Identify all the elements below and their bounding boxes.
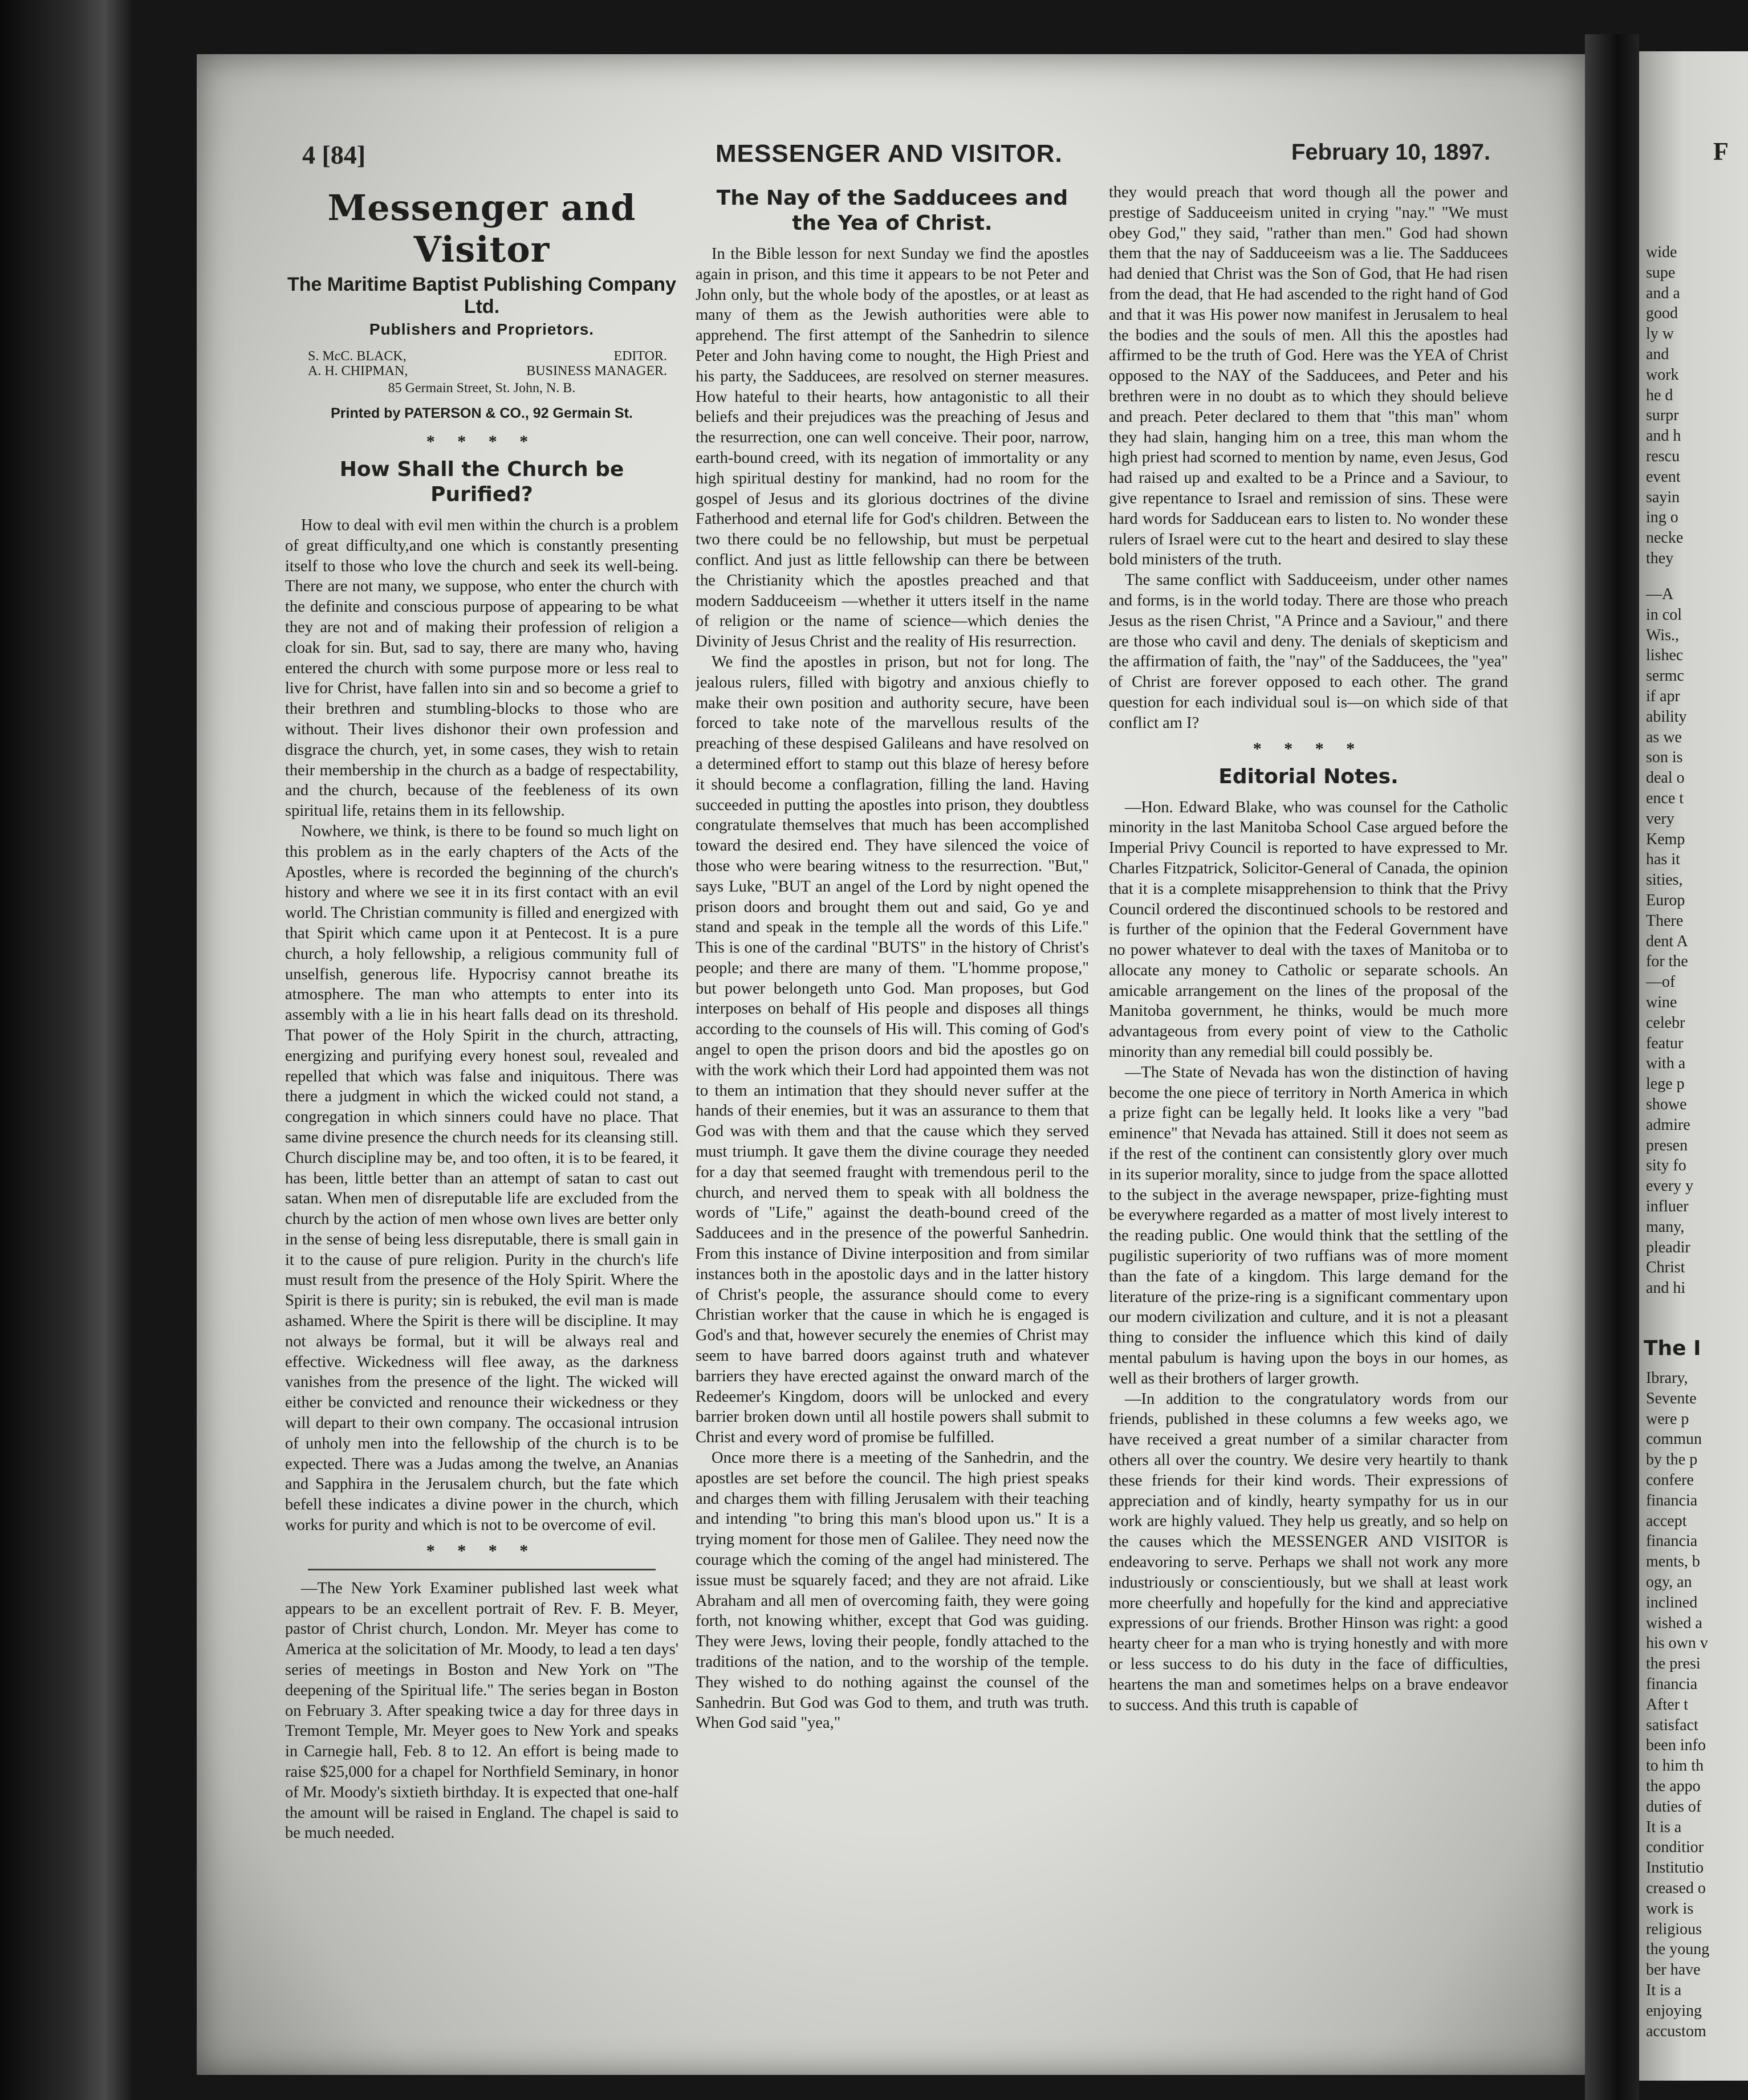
adjacent-page-line: ments, b <box>1646 1553 1700 1571</box>
adjacent-page-line: wide <box>1646 243 1677 261</box>
adjacent-page-line: the appo <box>1646 1777 1701 1795</box>
adjacent-page-line: sity fo <box>1646 1157 1686 1175</box>
adjacent-page-line: It is a <box>1646 1818 1682 1836</box>
adjacent-page-line: ence t <box>1646 789 1684 807</box>
adjacent-page-line: very <box>1646 809 1674 828</box>
article-paragraph: The same conflict with Sadduceeism, under other names and forms, is in the world today. There are those who preach Jesus as the risen Christ, "A Prince and a Saviour," and there are those who cavil and deny. The denials of skepticism and the affirmation of faith, the "nay" of the Sadducees, the "yea" of Christ are forever opposed to each other. The grand question for each individual soul is—on which side of that conflict am I? <box>1109 571 1508 732</box>
masthead-publishers: Publishers and Proprietors. <box>369 320 595 338</box>
adjacent-page-lines-bottom <box>1639 1368 1709 2041</box>
section-divider-stars: * * * * <box>426 432 538 451</box>
adjacent-page-line: Europ <box>1646 891 1685 909</box>
adjacent-page-line: surpr <box>1646 406 1679 425</box>
adjacent-page-line: pleadir <box>1646 1238 1690 1256</box>
masthead-address: 85 Germain Street, St. John, N. B. <box>388 381 576 396</box>
adjacent-page-line: work is <box>1646 1899 1694 1918</box>
adjacent-page-line: There <box>1646 911 1684 930</box>
adjacent-page-line: After t <box>1646 1695 1688 1714</box>
adjacent-page-line: they <box>1646 549 1674 567</box>
staff-role: EDITOR. <box>613 349 667 364</box>
adjacent-page-line: religious <box>1646 1920 1702 1938</box>
issue-date: February 10, 1897. <box>1291 140 1491 165</box>
adjacent-page-line: accept <box>1646 1512 1687 1530</box>
adjacent-page-line: as we <box>1646 728 1682 746</box>
masthead-title: Messenger and Visitor <box>327 187 636 270</box>
adjacent-page-line: if apr <box>1646 687 1680 705</box>
adjacent-page-line: work <box>1646 365 1679 384</box>
adjacent-page-line: every y <box>1646 1177 1694 1195</box>
scanner-left-edge <box>0 0 131 2100</box>
adjacent-page-line: the young <box>1646 1940 1710 1959</box>
adjacent-page-line: rescu <box>1646 447 1680 465</box>
article-paragraph: Nowhere, we think, is there to be found so much light on this problem as in the early chapters of the Acts of the Apostles, where is recorded the beginning of the church's history and where we see it in its first contact with an evil world. The Christian community is filled and energized with that Spirit which came upon it at Pentecost. It is a pure church, a holy fellowship, a religious community full of unselfish, generous life. Hypocrisy cannot breathe its atmosphere. The man who attempts to enter into its assembly with a lie in his heart falls dead on its threshold. That power of the Holy Spirit in the church, attracting, energizing and purifying every honest soul, revealed and repelled that which was false and iniquitous. There was there a judgment in which the wicked could not stand, a congregation in which sinners could have no place. That same divine presence the church needs for its cleansing still. Church discipline may be, and too often, it is to be feared, it has been, little better than an attempt of satan to cast out satan. When men of disreputable life are excluded from the church by the action of men whose own lives are better only in the sense of being less disreputable, there is small gain in it to the cause of pure religion. Purity in the church's life must result from the presence of the Holy Spirit. Where the Spirit is there is purity; sin is rebuked, the evil man is made ashamed. Where the Spirit is there will be discipline. It may not always be formal, but it will be always real and effective. Wickedness will flee away, as the darkness vanishes from the presence of the light. The wicked will either be convicted and renounce their wickedness or they will depart to their own company. The occasional intrusion of unholy men into the fellowship of the church is to be expected. There was a Judas among the twelve, an Ananias and Sapphira in the Jerusalem church, but the fate which befell these indicates a divine power in the church, which works for purity and which is not to be overcome of evil. <box>285 822 678 1535</box>
adjacent-page-line: commun <box>1646 1430 1702 1448</box>
adjacent-page-line: Sevente <box>1646 1389 1697 1407</box>
adjacent-page-fragment <box>1639 51 1748 2081</box>
adjacent-page-line: influer <box>1646 1197 1689 1215</box>
newspaper-page <box>197 54 1585 2075</box>
adjacent-page-line: presen <box>1646 1136 1688 1154</box>
adjacent-page-line: ber have <box>1646 1961 1701 1979</box>
adjacent-page-line: accustom <box>1646 2022 1706 2040</box>
adjacent-page-line: necke <box>1646 529 1684 547</box>
adjacent-page-line: and a <box>1646 284 1680 302</box>
staff-row-manager <box>285 364 678 379</box>
adjacent-page-line: admire <box>1646 1116 1690 1134</box>
adjacent-page-line: for the <box>1646 953 1688 971</box>
masthead-printer: Printed by PATERSON & CO., 92 Germain St. <box>331 405 633 421</box>
adjacent-page-header: F <box>1713 137 1729 165</box>
adjacent-page-line: featur <box>1646 1034 1684 1052</box>
adjacent-page-line: good <box>1646 304 1678 323</box>
book-gutter <box>1585 34 1639 2100</box>
adjacent-page-line: many, <box>1646 1218 1685 1236</box>
adjacent-page-line: Christ <box>1646 1259 1685 1277</box>
adjacent-page-line: sayin <box>1646 488 1680 506</box>
section-title-editorial: Editorial Notes. <box>1218 764 1399 788</box>
adjacent-page-line: celebr <box>1646 1014 1685 1032</box>
adjacent-page-line: ability <box>1646 707 1687 726</box>
editorial-note: —The State of Nevada has won the distinction of having become the one piece of territory in North America in which a prize fight can be legally held. It looks like a very "bad eminence" that Nevada has attained. Still it does not seem as if the rest of the continent can consistently glory over much in its superior morality, since to judge from the space allotted to the subject in the average newspaper, prize-fighting must be everywhere regarded as a matter of most lively interest to the reading public. One would think that the settling of the pugilistic superiority of two ruffians was of more moment than the fate of a kingdom. This large demand for the literature of the prize-ring is a significant commentary upon our modern civilization and culture, and it is not a pleasant thing to consider the influence which this kind of daily mental pabulum is having upon the boys in our homes, as well as their brothers of larger growth. <box>1109 1063 1508 1387</box>
adjacent-page-line: satisfact <box>1646 1716 1698 1734</box>
editorial-note: —Hon. Edward Blake, who was counsel for the Catholic minority in the last Manitoba School Case argued before the Imperial Privy Council is reported to have expressed to Mr. Charles Fitzpatrick, Solicitor-General of Canada, the opinion that it is a complete misapprehension to think that the Privy Council ordered the discontinued schools to be restored and is further of the opinion that the Federal Government have no power whatever to deal with the taxes of Manitoba or to allocate any money to Catholic or separate schools. An amicable arrangement on the lines of the proposal of the Manitoba government, he thinks, would be much more advantageous from every point of view to the Catholic minority than any remedial bill could possibly be. <box>1109 798 1508 1061</box>
adjacent-page-line: were p <box>1646 1410 1689 1428</box>
newspaper-running-title: MESSENGER AND VISITOR. <box>716 140 1063 168</box>
article-paragraph: How to deal with evil men within the church is a problem of great difficulty,and one which is constantly presenting itself to those who love the church and seek its well-being. There are not many, we suppose, who enter the church with the definite and conscious purpose of appearing to be what they are not and of making their profession of religion a cloak for sin. But, sad to say, there are many who, having entered the church with some purpose more or less real to live for Christ, have fallen into sin and so become a grief to their brethren and stumbling-blocks to those who are without. Their lives dishonor their own profession and disgrace the church, yet, in some cases, they wish to retain their membership in the church as a badge of respectability, and the church, because of the feebleness of its own spiritual life, retains them in its fellowship. <box>285 516 678 820</box>
adjacent-page-line: supe <box>1646 263 1676 282</box>
adjacent-page-line: financia <box>1646 1491 1698 1509</box>
article-paragraph: We find the apostles in prison, but not for long. The jealous rulers, filled with bigotry and anxious chiefly to make their own position and authority secure, have been forced to take note of the marvellous results of the preaching of these despised Galileans and have resolved on a determined effort to stamp out this blaze of heresy before it should become a conflagration, filling the land. Having succeeded in putting the apostles into prison, they doubtless congratulate themselves that much has been accomplished toward the desired end. They have silenced the voice of those who were bearing witness to the resurrection. "But," says Luke, "BUT an angel of the Lord by night opened the prison doors and brought them out and said, Go ye and stand and speak in the temple all the words of this Life." This is one of the cardinal "BUTS" in the history of Christ's people; and there are many of them. "L'homme propose," but power belongeth unto God. Man proposes, but God interposes on behalf of His people and disposes all things according to the counsels of His will. This coming of God's angel to open the prison doors and bid the apostles go on with the work which their Lord had appointed them was not to them an intimation that they should never suffer at the hands of their enemies, but it was an assurance to them that God was with them and that the cause which they served must triumph. It gave them the divine courage they needed for a day that seemed fraught with tremendous peril to the church, and nerved them to speak with all boldness the words of "Life," against the death-bound creed of the Sadducees and in the presence of the powerful Sanhedrin. From this instance of Divine interposition and from similar instances both in the apostolic days and in the latter history of Christ's people, the assurance should come to every Christian worker that the cause in which he is engaged is God's and that, however securely the enemies of Christ may seem to have barred doors against truth and whatever barriers they have erected against the onward march of the Redeemer's Kingdom, doors will be unlocked and every barrier broken down until all hostile powers shall submit to Christ and every word of promise be fulfilled. <box>696 653 1089 1447</box>
adjacent-page-line: lege p <box>1646 1075 1685 1093</box>
adjacent-page-line: event <box>1646 467 1681 486</box>
adjacent-page-line: lishec <box>1646 646 1684 665</box>
adjacent-page-line: —of <box>1646 973 1676 991</box>
divider-rule <box>308 1569 656 1570</box>
article-paragraph: Once more there is a meeting of the Sanhedrin, and the apostles are set before the council. The high priest speaks and charges them with filling Jerusalem with their teaching and intending "to bring this man's blood upon us." It is a trying moment for those men of Galilee. They need now the courage which the coming of the angel had ministered. The issue must be squarely faced; and they are not afraid. Like Abraham and all men of overcoming faith, they were going forth, not knowing whither, except that God was guiding. They were Jews, loving their people, fondly attached to the traditions of the nation, and to the worship of the temple. They wished to do nothing against the counsel of the Sanhedrin. But God was God to them, and truth was truth. When God said "yea," <box>696 1449 1089 1732</box>
adjacent-page-line: conditior <box>1646 1838 1704 1857</box>
adjacent-page-line: been info <box>1646 1736 1706 1755</box>
page-number: 4 [84] <box>302 140 366 169</box>
adjacent-page-line: his own v <box>1646 1634 1708 1653</box>
adjacent-page-line: creased o <box>1646 1879 1706 1897</box>
adjacent-page-line: financia <box>1646 1675 1698 1693</box>
staff-role: BUSINESS MANAGER. <box>526 364 667 379</box>
adjacent-page-line: ly w <box>1646 325 1674 343</box>
adjacent-page-line: Institutio <box>1646 1859 1704 1877</box>
adjacent-page-line: Wis., <box>1646 626 1679 644</box>
adjacent-page-line: by the p <box>1646 1451 1698 1469</box>
section-divider-stars: * * * * <box>1253 739 1364 758</box>
adjacent-page-line: son is <box>1646 748 1683 767</box>
staff-row-editor <box>285 349 678 364</box>
adjacent-page-line: ing o <box>1646 508 1678 527</box>
adjacent-page-line: and <box>1646 345 1669 363</box>
article-continuation: they would preach that word though all the power and prestige of Sadduceeism united in crying "nay." "We must obey God," they said, "rather than men." God had shown them that the nay of Sadduceeism was a lie. The Sadducees had denied that Christ was the Son of God, that He had risen from the dead, that He had ascended to the right hand of God and that it was His power now manifest in Jerusalem to heal the bodies and the souls of men. All this the apostles had affirmed to be the truth of God. Here was the YEA of Christ opposed to the NAY of the Sadducees, and Peter and his brethren were in no doubt as to which they should believe and preach. Peter declared to them that "this man" whom they had slain, hanging him on a tree, this man whom the high priest had scorned to mention by name, even Jesus, God had raised up and exalted to be a Prince and a Saviour, to give repentance to Israel and remission of sins. These were hard words for Sadducean ears to listen to. No wonder these rulers of Israel were cut to the heart and desired to slay these bold ministers of the truth. <box>1109 184 1508 569</box>
section-divider-stars: * * * * <box>426 1541 538 1560</box>
adjacent-page-line: to him th <box>1646 1757 1704 1775</box>
column-3 <box>1109 182 1508 2064</box>
adjacent-page-line: with a <box>1646 1055 1686 1073</box>
adjacent-page-line: wine <box>1646 993 1677 1011</box>
adjacent-page-line: inclined <box>1646 1593 1698 1611</box>
adjacent-page-line: enjoying <box>1646 2001 1702 2020</box>
article-paragraph: In the Bible lesson for next Sunday we find the apostles again in prison, and this time it appears to be not Peter and John only, but the whole body of the apostles, or at least as many of them as the Jewish authorities were able to apprehend. The first attempt of the Sanhedrin to silence Peter and John having come to nought, the High Priest and his party, the Sadducees, are resolved on sterner measures. How hateful to their hearts, how antagonistic to all their beliefs and their prejudices was the preaching of Jesus and the resurrection, one can well conceive. Their poor, narrow, earth-bound creed, with its negation of immortality or any high spiritual destiny for mankind, had no room for the gospel of Jesus and its glorious doctrines of the divine Fatherhood and eternal life for God's children. Between the two there could be no fellowship, but must be perpetual conflict. And just as little fellowship can there be between the Christianity which the apostles preached and that modern Sadduceeism —whether it utters itself in the name of religion or the name of science—which denies the Divinity of Jesus Christ and the reality of His resurrection. <box>696 245 1089 651</box>
adjacent-page-line: and hi <box>1646 1279 1686 1297</box>
adjacent-page-line: confere <box>1646 1471 1694 1489</box>
adjacent-page-line: It is a <box>1646 1981 1682 1999</box>
adjacent-page-line: financia <box>1646 1532 1698 1550</box>
adjacent-page-line: wished a <box>1646 1614 1702 1632</box>
adjacent-page-heading: The I <box>1644 1337 1701 1360</box>
adjacent-page-line: sermc <box>1646 667 1684 685</box>
adjacent-page-line: dent A <box>1646 932 1688 950</box>
adjacent-page-lines-top <box>1639 242 1683 569</box>
adjacent-page-lines-middle <box>1639 584 1693 1299</box>
adjacent-page-line: Ibrary, <box>1646 1369 1688 1387</box>
editorial-note: —In addition to the congratulatory words from our friends, published in these columns a few weeks ago, we have received a great number of a similar character from others all over the country. We desire very heartily to thank these friends for their kind words. Their expressions of appreciation and of kindly, hearty sympathy for us in our work are highly valued. They help us greatly, and so help on the causes which the MESSENGER AND VISITOR is endeavoring to serve. Perhaps we shall not work any more industriously or conscientiously, but we shall at least work more cheerfully and hopefully for the kind and appreciative expressions of our friends. Brother Hinson was right: a good hearty cheer for a man who is trying honestly and with more or less success to do his duty in the face of difficulties, heartens the man and sometimes helps on a brave endeavor to success. And this truth is capable of <box>1109 1390 1508 1714</box>
adjacent-page-line: Kemp <box>1646 830 1685 848</box>
adjacent-page-line: showe <box>1646 1095 1687 1113</box>
masthead-company: The Maritime Baptist Publishing Company Ltd. <box>287 274 676 318</box>
staff-name: A. H. CHIPMAN, <box>308 364 408 379</box>
adjacent-page-line: and h <box>1646 427 1681 445</box>
column-1 <box>285 182 678 2064</box>
adjacent-page-line: sities, <box>1646 871 1683 889</box>
adjacent-page-line: —A <box>1646 585 1674 603</box>
staff-name: S. McC. BLACK, <box>308 349 406 364</box>
adjacent-page-line: ogy, an <box>1646 1573 1692 1591</box>
news-note-meyer: —The New York Examiner published last week what appears to be an excellent portrait of Rev. F. B. Meyer, pastor of Christ church, London. Mr. Meyer has come to America at the solicitation of Mr. Moody, to lead a ten days' series of meetings in Boston and New York on "The deepening of the Spiritual life." The series began in Boston on February 3. After speaking twice a day for three days in Tremont Temple, Mr. Meyer goes to New York and speaks in Carnegie hall, Feb. 8 to 12. An effort is being made to raise $25,000 for a chapel for Northfield Seminary, in honor of Mr. Moody's sixtieth birthday. It is expected that one-half the amount will be raised in England. The chapel is said to be much needed. <box>285 1579 678 1842</box>
adjacent-page-line: in col <box>1646 605 1682 624</box>
article-title-sadducees: The Nay of the Sadducees and the Yea of Christ. <box>716 186 1068 235</box>
adjacent-page-line: deal o <box>1646 769 1685 787</box>
column-2 <box>696 182 1089 2064</box>
adjacent-page-line: the presi <box>1646 1655 1701 1673</box>
adjacent-page-line: he d <box>1646 386 1673 404</box>
adjacent-page-line: has it <box>1646 850 1680 869</box>
article-title-purified: How Shall the Church be Purified? <box>339 458 624 506</box>
adjacent-page-line: duties of <box>1646 1797 1702 1816</box>
